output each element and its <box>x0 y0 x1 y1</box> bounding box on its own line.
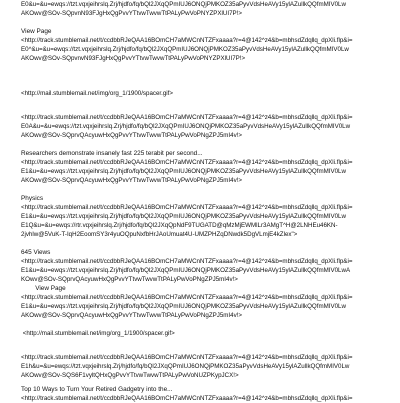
tracking-link-line[interactable]: E1&u=&u=ewqs://tzt.vqxjeihrslq.Zrj/hjdfo/fq/bQl2JXqQPmIUJ6ONQjPMKOZ35aPyvVdsHeAVy15ylAZullkQQfmMIV0Lw <box>21 213 346 220</box>
view-page-label: View Page <box>21 28 52 35</box>
tracking-link-line[interactable]: E1Q&u=&u=ewqs://rtr.vqxjeihrslq.Zrj/hjdfo/fq/bQl2JXqQpNdF9TUGATD@qMzMjEWMlLr3AMgT^H@2LNHEu46KN- <box>21 222 338 229</box>
tracking-link-line[interactable]: E0^&u=&u=ewqs://tzt.vqxjeihrslq.Zrj/hjdfo/fq/bQl2JXqQPmIUJ6ONQjPMKOZ35aPyvVdsHeAVy15ylAZullkQQfmMIV0Lw <box>21 46 349 53</box>
tracking-link-line[interactable]: <http://track.stumblemail.net/t/ccdbbRJeQAA16BOmCH7aMWCnNTZFxaaaa?r=4@142^z4&b=mbhsdZdqllq_dpXli.flp&i= <box>21 159 353 166</box>
tracking-link-line[interactable]: AKOwv@SOv-SQprvQAcyuwHxQgPvvYTtvwTwvwTtPALyPwVoPNgZPJ5mI4v!> <box>21 132 243 139</box>
tracking-link-line[interactable]: <http://track.stumblemail.net/t/ccdbbRJeQAA16BOmCH7aMWCnNTZFxaaaa?r=4@142^z4&b=mbhsdZdqllq_dpXli.flp&i= <box>21 114 353 121</box>
tracking-link-line[interactable]: AKOwv@SOv-SQpvnN93FJgHxQgPvvYTtvwTwvwTtPALyPwVoPNYZPXlUI7P!> <box>21 10 243 17</box>
view-count: 645 Views <box>21 249 51 256</box>
tracking-link-line[interactable]: E1&u=&u=ewqs://tzt.vqxjeihrslq.Zrj/hjdfo/fq/bQl2JXqQPmIUJ6ONQjPMKOZ35aPyvVdsHeAVy15ylAZullkQQfmMIV0Lw <box>21 303 346 310</box>
tracking-link-line[interactable]: E1&u=&u=ewqs://tzt.vqxjeihrslq.Zrj/hjdfo/fq/bQl2JXqQPmIUJ6ONQjPMKOZ35aPyvVdsHeAVy15ylAZullkQQfmMIV0LwA <box>21 267 351 274</box>
tracking-link-line[interactable]: AKOwv@SOv-SQpvnvN93FJgHxQgPvvYTtvwTwvwTtPALyPwVoPNYZPXlUI7P!> <box>21 55 246 62</box>
tracking-link-line[interactable]: KOwv@SOv-SQprvQAcyuwHxQgPvvYTtvwTwvwTtPALyPwVoPNgZPJ5mI4v!> <box>21 276 238 283</box>
spacer-image-link[interactable]: <http://mail.stumblemail.net/img/org_1/1900/spacer.gif> <box>21 90 174 97</box>
tracking-link-line[interactable]: E0&u=&u=ewqs://tzt.vqxjeihrslq.Zrj/hjdfo/fq/bQl2JXqQPmIUJ6ONQjPMKOZ35aPyvVdsHeAVy15ylAZullkQQfmMIV0Lw <box>21 1 346 8</box>
tracking-link-line[interactable]: <http://track.stumblemail.net/t/ccdbbRJeQAA16BOmCH7aMWCnNTZFxaaaa?r=4@142^z4&b=mbhsdZdqllq_dpXli.flp&i= <box>21 37 353 44</box>
tracking-link-line[interactable]: 2jvhlw@5VuK-T-IqH2EoomSY3r4yuOQpuNxfbHrJAoUmuat4U-UMZPHZqDNwdk5DgVLmjE4kZlex"> <box>21 231 298 238</box>
tracking-link-line[interactable]: E1&u=&u=ewqs://tzt.vqxjeihrslq.Zrj/hjdfo/fq/bQl2JXqQPmIUJ6ONQjPMKOZ35aPyvVdsHeAVy15ylAZullkQQfmMIV0Lw <box>21 168 346 175</box>
tracking-link-line[interactable]: AKOwv@SOv-SQS6F1vyltQHxQgPvvYTtvwTwvwTtPALyPwVoNUZPKypJCX!> <box>21 372 239 379</box>
tracking-link-line[interactable]: <http://track.stumblemail.net/t/ccdbbRJeQAA16BOmCH7aMWCnNTZFxaaaa?r=4@142^z4&b=mbhsdZdqllq_dpXli.flp&i= <box>21 204 353 211</box>
tracking-link-line[interactable]: <http://track.stumblemail.net/t/ccdbbRJeQAA16BOmCH7aMWCnNTZFxaaaa?r=4@142^z4&b=mbhsdZdqllq_dpXli.flp&i= <box>21 395 353 402</box>
tracking-link-line[interactable]: <http://track.stumblemail.net/t/ccdbbRJeQAA16BOmCH7aMWCnNTZFxaaaa?r=4@142^z4&b=mbhsdZdqllq_dpXli.flp&i= <box>21 354 353 361</box>
view-page-label: View Page <box>21 285 66 292</box>
tracking-link-line[interactable]: E1h&u=&u=ewqs://tzt.vqxjeihrslq.Zrj/hjdfo/fq/bQl2JXqQPmIUJ6ONQjPMKOZ35aPyvVdsHeAVy15ylAZullkQQfmMIV0Lw <box>21 363 350 370</box>
tracking-link-line[interactable]: AKOwv@SOv-SQprvQAcyuwHxQgPvvYTtvwTwvwTtPALyPwVoPNgZPJ5mI4v!> <box>21 177 243 184</box>
tracking-link-line[interactable]: <http://track.stumblemail.net/t/ccdbbRJeQAA16BOmCH7aMWCnNTZFxaaaa?r=4@142^z4&b=mbhsdZdqllq_dpXli.flp&i= <box>21 258 353 265</box>
tracking-link-line[interactable]: E0A&u=&u=ewqs://tzt.vqxjeihrslq.Zrj/hjdfo/fq/bQl2JXqQPmIUJ6ONQjPMKOZ35aPyvVdsHeAVy15ylAZullkQQfmMIV0Lw <box>21 123 351 130</box>
article-title: Researchers demonstrate insanely fast 225 terabit per second... <box>21 150 203 157</box>
tracking-link-line[interactable]: AKOwv@SOv-SQprvQAcyuwHxQgPvvYTtvwTwvwTtPALyPwVoPNgZPJ5mI4v!> <box>21 312 243 319</box>
category-label: Physics <box>21 195 44 202</box>
article-title: Top 10 Ways to Turn Your Retired Gadgetry into the... <box>21 386 173 393</box>
tracking-link-line[interactable]: <http://track.stumblemail.net/t/ccdbbRJeQAA16BOmCH7aMWCnNTZFxaaaa?r=4@142^z4&b=mbhsdZdqllq_dpXli.flp&i= <box>21 294 353 301</box>
spacer-image-link[interactable]: <http://mail.stumblemail.net/img/org_1/1900/spacer.gif> <box>21 330 175 337</box>
